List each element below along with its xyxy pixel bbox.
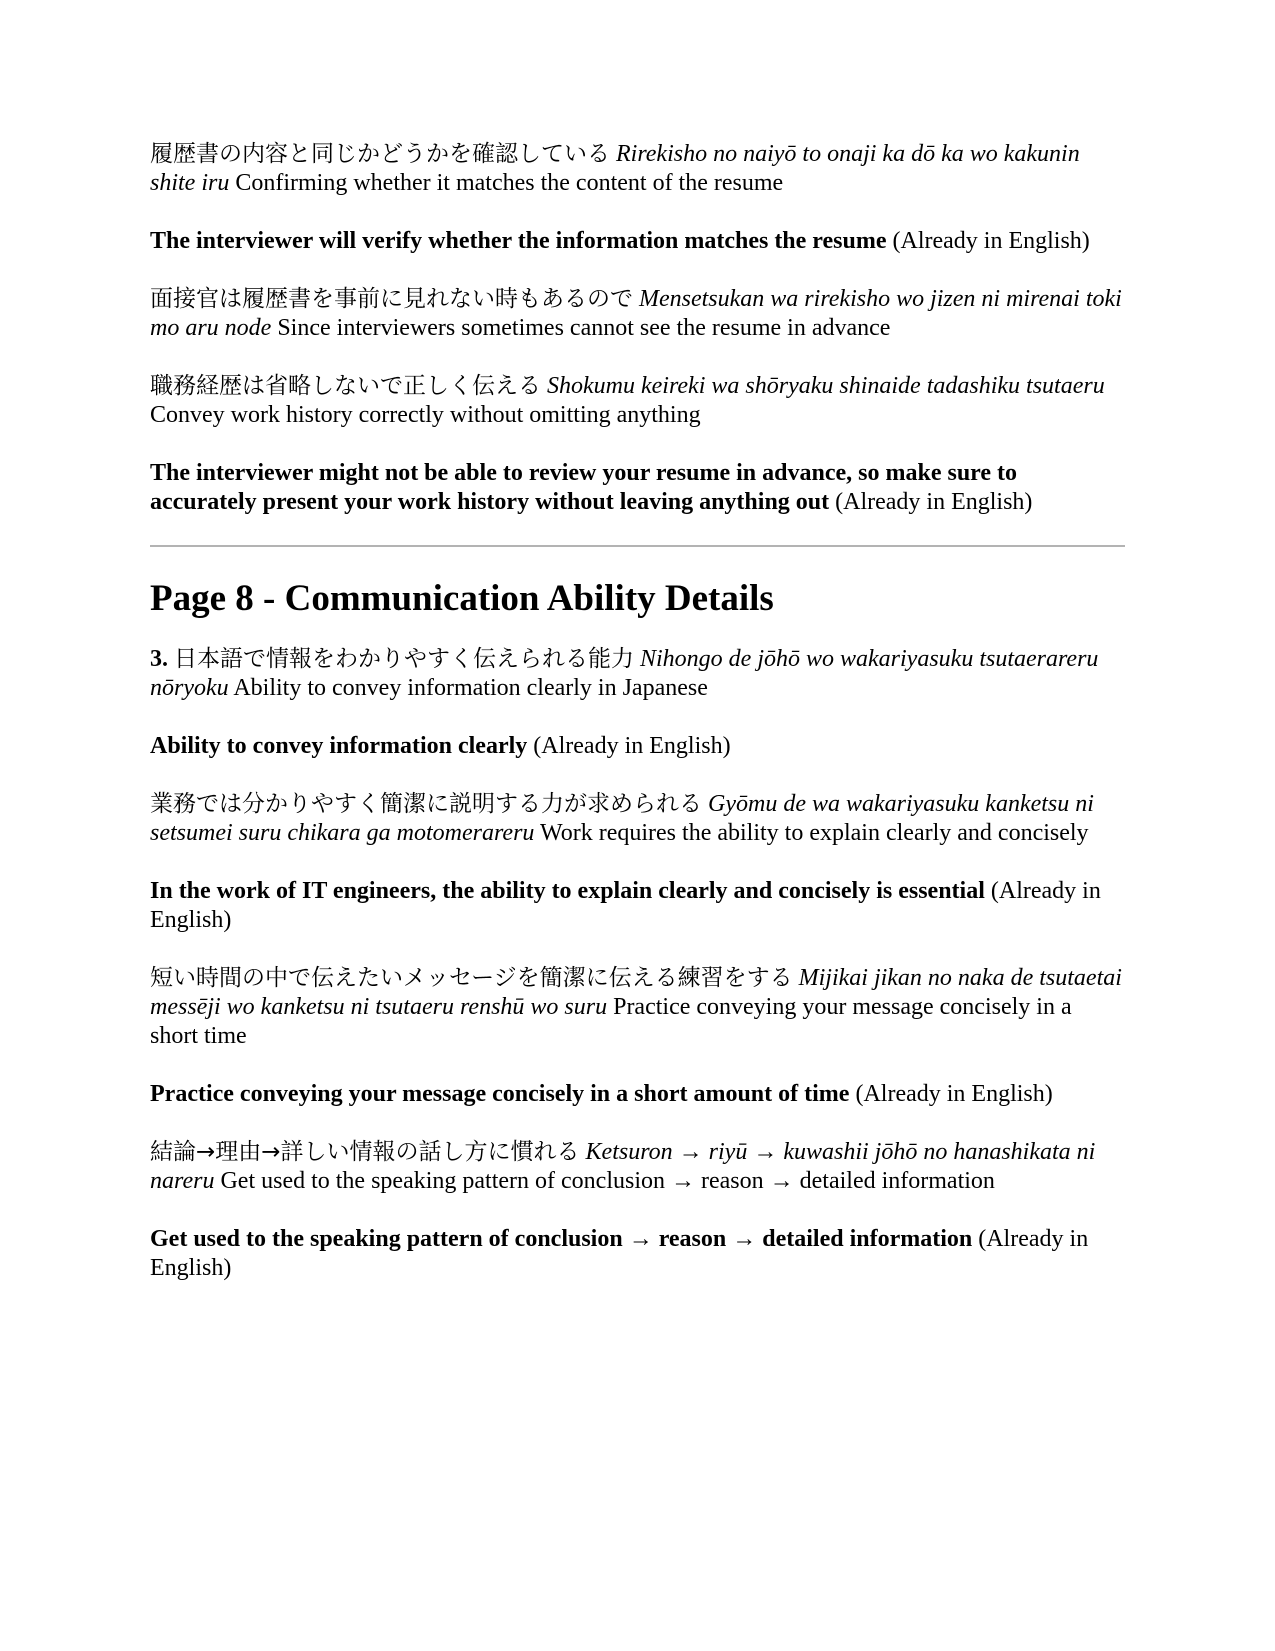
english-text: Convey work history correctly without omitting anything <box>150 402 701 428</box>
paragraph-explain-jp <box>150 790 1125 848</box>
bold-english-text: The interviewer will verify whether the information matches the resume <box>150 228 887 254</box>
paragraph-work-history-en <box>150 459 1125 517</box>
english-text: Practice conveying your message concisely in a short time <box>150 994 1072 1049</box>
japanese-text: 結論→理由→詳しい情報の話し方に慣れる <box>150 1139 580 1165</box>
paragraph-practice-jp <box>150 964 1125 1051</box>
romaji-text: Gyōmu de wa wakariyasuku kanketsu ni setsumei suru chikara ga motomerareru <box>150 791 1094 846</box>
bold-english-text: Get used to the speaking pattern of conclusion → reason → detailed information <box>150 1226 973 1252</box>
romaji-text: Nihongo de jōhō wo wakariyasuku tsutaerareru nōryoku <box>150 646 1099 701</box>
japanese-text: 面接官は履歴書を事前に見れない時もあるので <box>150 286 633 312</box>
bold-english-text: Practice conveying your message concisely in a short amount of time <box>150 1081 850 1107</box>
english-text: Confirming whether it matches the content of the resume <box>235 170 784 196</box>
romaji-text: Mensetsukan wa rirekisho wo jizen ni mirenai toki mo aru node <box>150 286 1122 341</box>
document-page <box>150 140 1125 1312</box>
bold-english-text: Ability to convey information clearly <box>150 733 528 759</box>
romaji-text: Rirekisho no naiyō to onaji ka dō ka wo kakunin shite iru <box>150 141 1080 196</box>
paragraph-work-history-jp <box>150 372 1125 430</box>
note-text: (Already in English) <box>855 1081 1053 1107</box>
paragraph-explain-en <box>150 877 1125 935</box>
paragraph-pattern-jp <box>150 1138 1125 1196</box>
paragraph-ability-jp <box>150 645 1125 703</box>
japanese-text: 職務経歴は省略しないで正しく伝える <box>150 373 541 399</box>
section-divider <box>150 545 1125 547</box>
japanese-text: 日本語で情報をわかりやすく伝えられる能力 <box>174 646 634 672</box>
bold-english-text: The interviewer might not be able to review your resume in advance, so make sure to accurately present your work history without leaving anything out <box>150 460 1018 515</box>
romaji-text: Mijikai jikan no naka de tsutaetai messēji wo kanketsu ni tsutaeru renshū wo suru <box>150 965 1122 1020</box>
english-text: Work requires the ability to explain clearly and concisely <box>540 820 1089 846</box>
romaji-text: Ketsuron → riyū → kuwashii jōhō no hanashikata ni nareru <box>150 1139 1096 1194</box>
english-text: Since interviewers sometimes cannot see the resume in advance <box>277 315 891 341</box>
paragraph-resume-match-jp <box>150 140 1125 198</box>
item-number: 3. <box>150 646 168 672</box>
note-text: (Already in English) <box>533 733 731 759</box>
paragraph-interviewer-advance-jp <box>150 285 1125 343</box>
japanese-text: 業務では分かりやすく簡潔に説明する力が求められる <box>150 791 702 817</box>
bold-english-text: In the work of IT engineers, the ability to explain clearly and concisely is essential <box>150 878 985 904</box>
paragraph-pattern-en <box>150 1225 1125 1283</box>
romaji-text: Shokumu keireki wa shōryaku shinaide tadashiku tsutaeru <box>547 373 1105 399</box>
note-text: (Already in English) <box>892 228 1090 254</box>
note-text: (Already in English) <box>835 489 1033 515</box>
english-text: Ability to convey information clearly in Japanese <box>233 675 708 701</box>
paragraph-resume-match-en <box>150 227 1125 256</box>
japanese-text: 履歴書の内容と同じかどうかを確認している <box>150 141 610 167</box>
note-text: (Already in English) <box>150 878 1101 933</box>
section-heading: Page 8 - Communication Ability Details <box>150 578 774 619</box>
paragraph-practice-en <box>150 1080 1125 1109</box>
japanese-text: 短い時間の中で伝えたいメッセージを簡潔に伝える練習をする <box>150 965 793 991</box>
english-text: Get used to the speaking pattern of conclusion → reason → detailed information <box>220 1168 995 1194</box>
paragraph-ability-en <box>150 732 1125 761</box>
note-text: (Already in English) <box>150 1226 1089 1281</box>
